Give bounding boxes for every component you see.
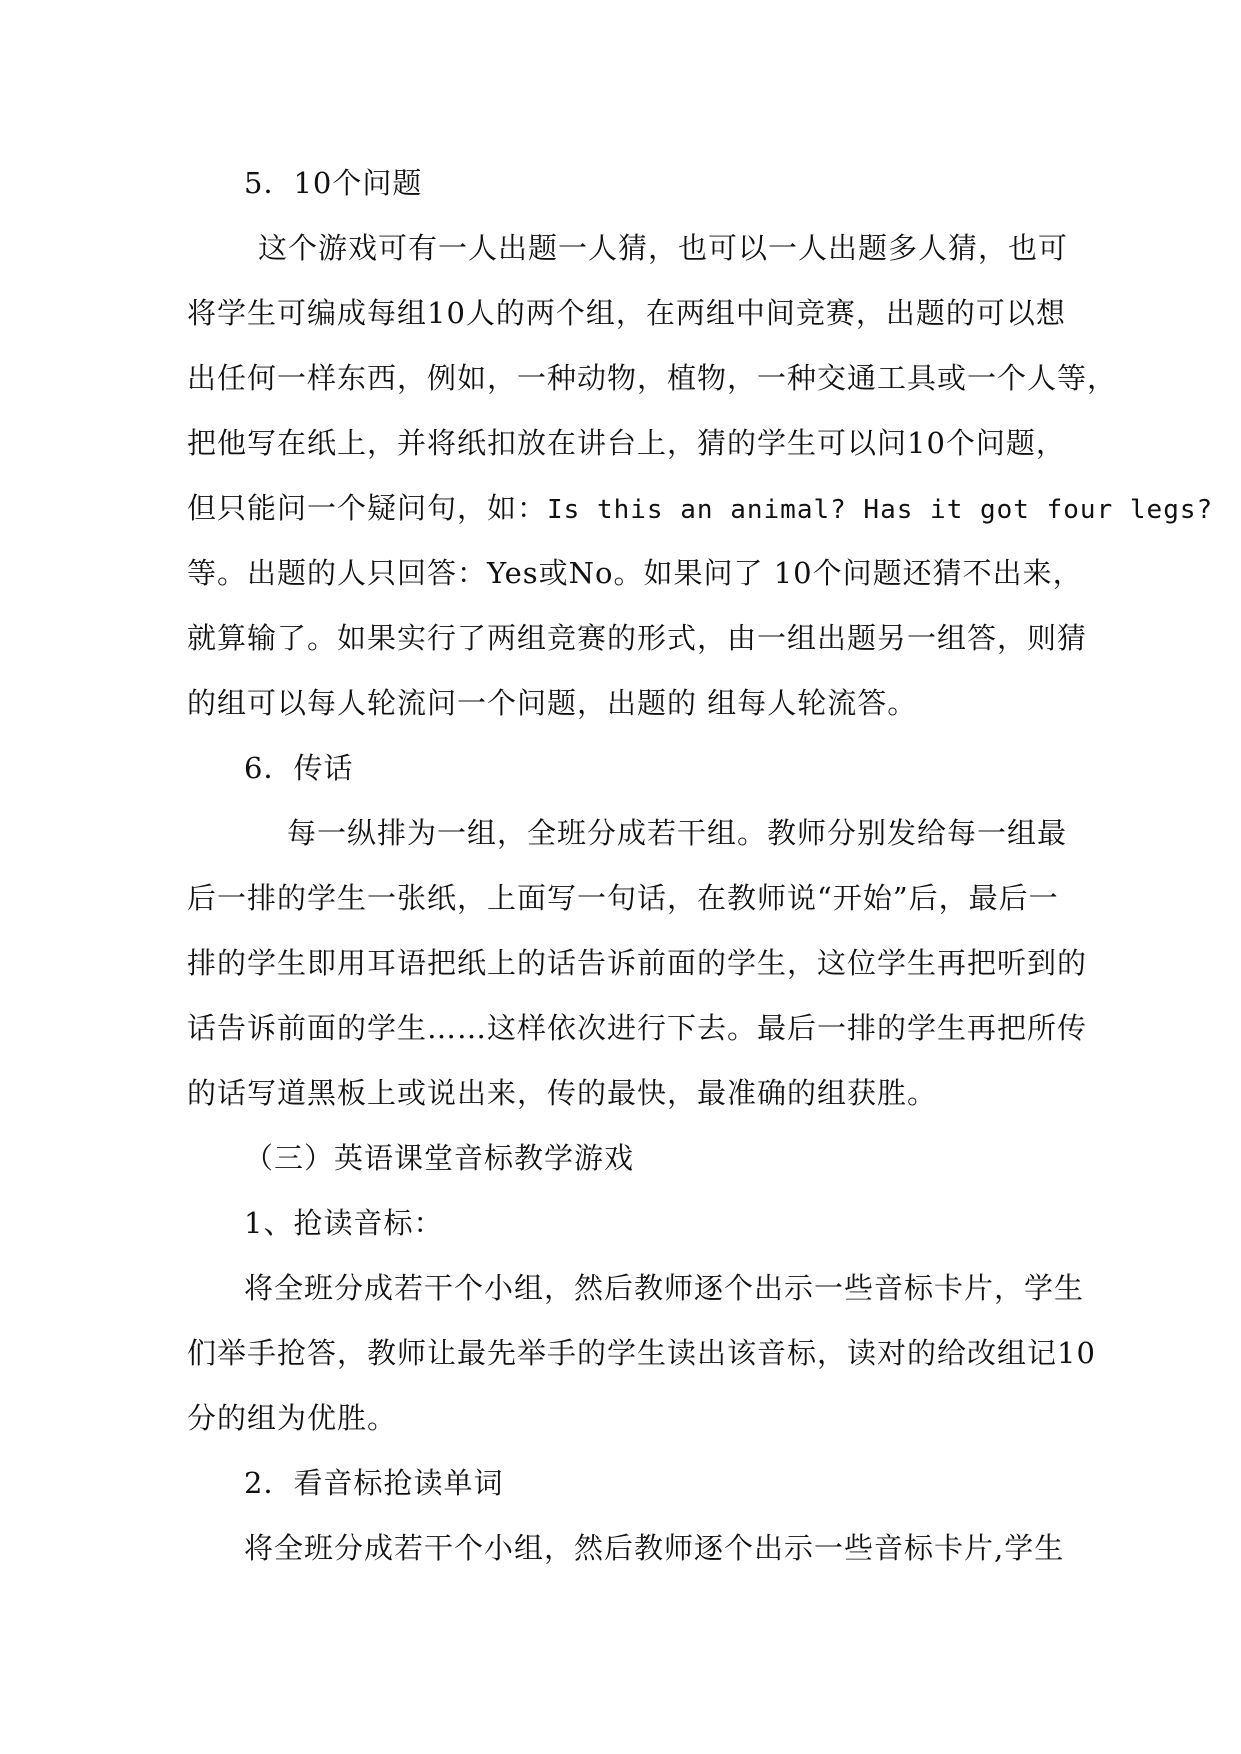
heading-read-words-from-phonetics: 2．看音标抢读单词 (244, 1466, 504, 1500)
paragraph-line: 将全班分成若干个小组，然后教师逐个出示一些音标卡片，学生 (244, 1271, 1085, 1305)
section-heading-phonetic-games: （三）英语课堂音标教学游戏 (244, 1141, 635, 1175)
paragraph-line: 等。出题的人只回答：Yes或No。如果问了 10个问题还猜不出来， (187, 556, 1083, 590)
paragraph-line: 出任何一样东西，例如，一种动物，植物，一种交通工具或一个人等， (187, 361, 1118, 395)
paragraph-line: 排的学生即用耳语把纸上的话告诉前面的学生，这位学生再把听到的 (187, 946, 1088, 980)
paragraph-line: 将学生可编成每组10人的两个组，在两组中间竞赛，出题的可以想 (187, 296, 1066, 330)
paragraph-line (187, 488, 1213, 528)
paragraph-line: 每一纵排为一组，全班分成若干组。教师分别发给每一组最 (287, 816, 1068, 850)
paragraph-line: 分的组为优胜。 (187, 1401, 398, 1435)
paragraph-line: 将全班分成若干个小组，然后教师逐个出示一些音标卡片,学生 (244, 1531, 1065, 1565)
paragraph-line: 就算输了。如果实行了两组竞赛的形式，由一组出题另一组答，则猜 (187, 621, 1088, 655)
paragraph-line: 的组可以每人轮流问一个问题，出题的 组每人轮流答。 (187, 686, 918, 720)
english-example-text: Is this an animal? Has it got four legs? (547, 495, 1214, 525)
paragraph-text: 但只能问一个疑问句，如： (187, 491, 548, 525)
heading-read-phonetic-symbols: 1、抢读音标： (244, 1206, 444, 1240)
paragraph-line: 这个游戏可有一人出题一人猜，也可以一人出题多人猜，也可 (258, 231, 1069, 265)
paragraph-line: 的话写道黑板上或说出来，传的最快，最准确的组获胜。 (187, 1076, 938, 1110)
paragraph-line: 们举手抢答，教师让最先举手的学生读出该音标，读对的给改组记10 (187, 1336, 1096, 1370)
heading-10-questions: 5．10个问题 (244, 166, 423, 200)
heading-pass-the-message: 6．传话 (244, 751, 354, 785)
paragraph-line: 后一排的学生一张纸，上面写一句话，在教师说“开始”后，最后一 (187, 881, 1059, 915)
paragraph-line: 把他写在纸上，并将纸扣放在讲台上，猜的学生可以问10个问题， (187, 426, 1066, 460)
paragraph-line: 话告诉前面的学生……这样依次进行下去。最后一排的学生再把所传 (187, 1011, 1088, 1045)
